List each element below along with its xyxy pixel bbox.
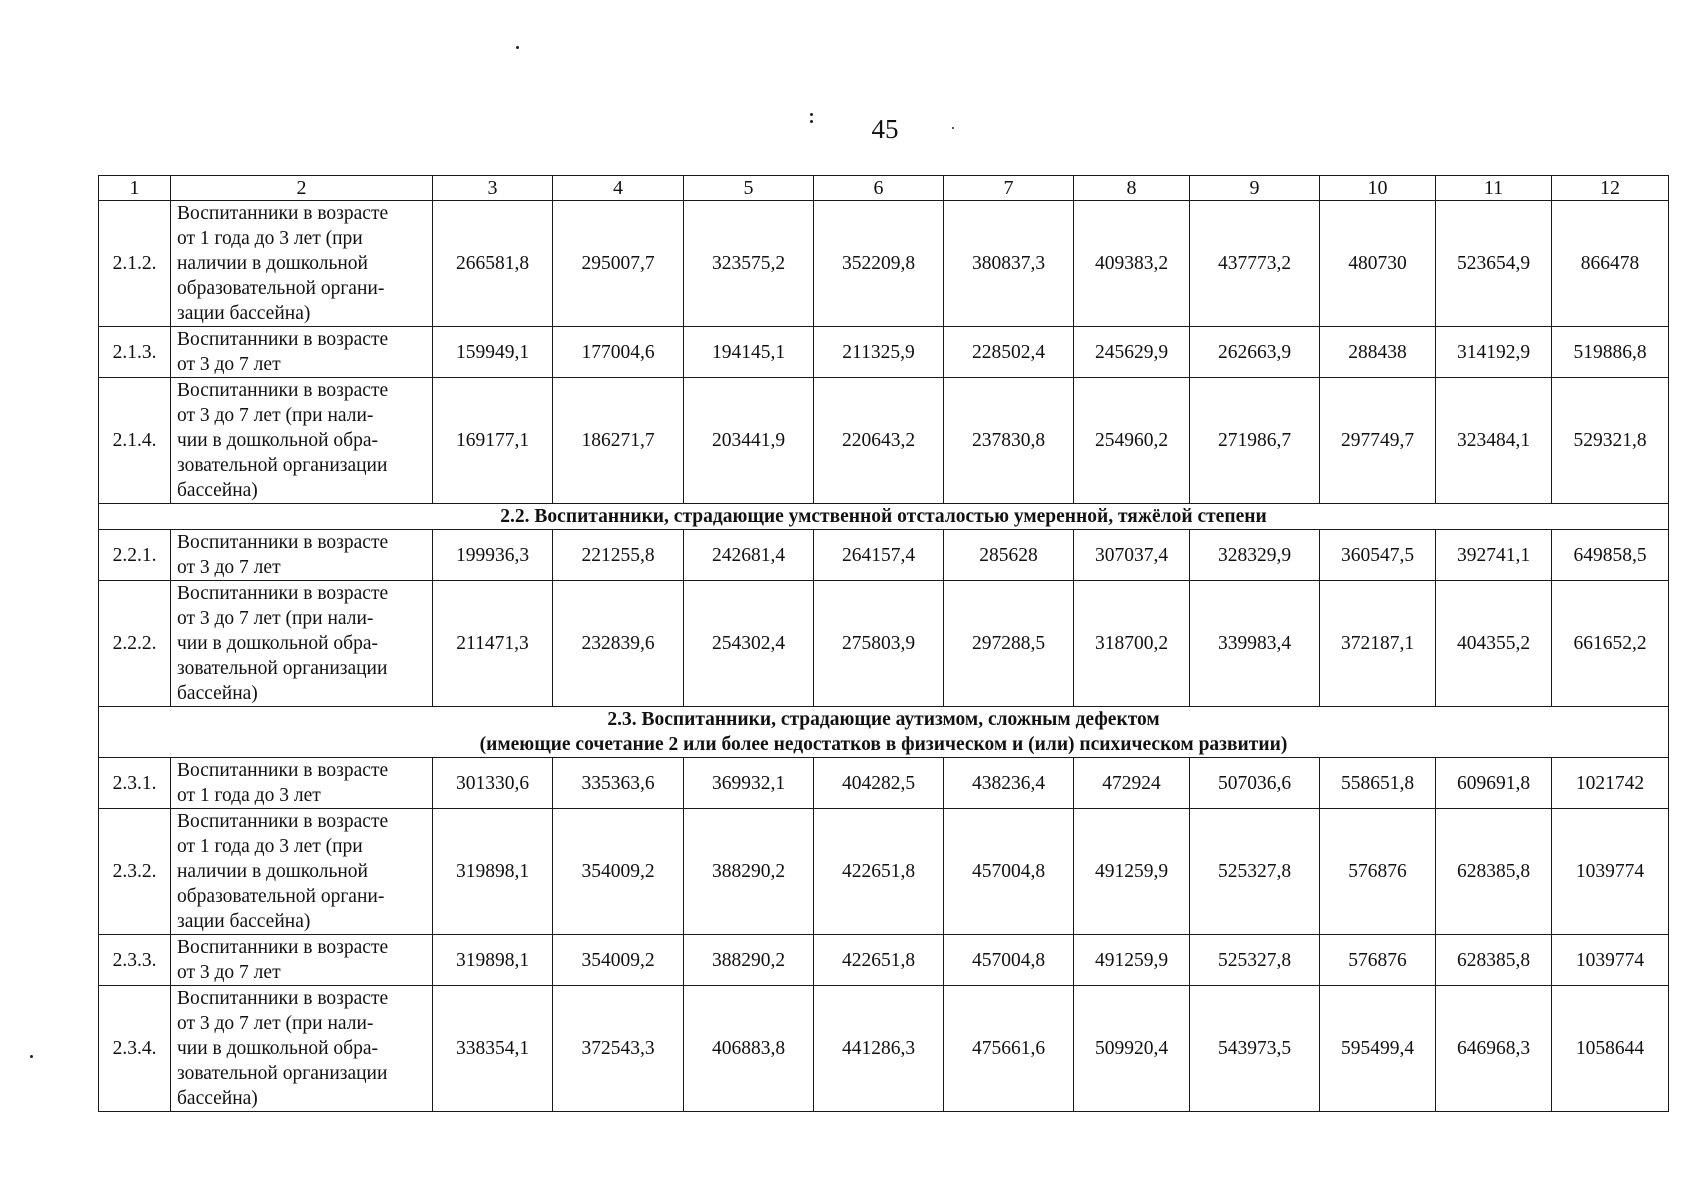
section-header-row: [99, 504, 1669, 530]
value-cell: 369932,1: [684, 758, 814, 809]
row-code: 2.2.2.: [99, 581, 171, 707]
column-number-cell: 9: [1190, 176, 1320, 201]
column-number-cell: 7: [944, 176, 1074, 201]
value-cell: 354009,2: [553, 935, 684, 986]
value-cell: 441286,3: [814, 986, 944, 1112]
value-cell: 507036,6: [1190, 758, 1320, 809]
section-header-row: [99, 707, 1669, 758]
value-cell: 406883,8: [684, 986, 814, 1112]
row-label-line: зовательной организации: [177, 658, 388, 679]
value-cell: 237830,8: [944, 378, 1074, 504]
value-cell: 576876: [1320, 809, 1436, 935]
value-cell: 404355,2: [1436, 581, 1552, 707]
value-cell: 543973,5: [1190, 986, 1320, 1112]
value-cell: 422651,8: [814, 935, 944, 986]
row-label-line: образовательной органи-: [177, 278, 385, 299]
value-cell: 360547,5: [1320, 530, 1436, 581]
value-cell: 335363,6: [553, 758, 684, 809]
row-code: 2.3.1.: [99, 758, 171, 809]
column-number-cell: 12: [1552, 176, 1669, 201]
row-label-line: чии в дошкольной обра-: [177, 430, 378, 451]
table-row: [99, 378, 1669, 504]
page-number: 45: [871, 114, 899, 144]
value-cell: 288438: [1320, 327, 1436, 378]
row-label-line: зовательной организации: [177, 455, 388, 476]
row-label-line: от 3 до 7 лет (при нали-: [177, 608, 374, 629]
value-cell: 437773,2: [1190, 201, 1320, 327]
row-label-line: образовательной органи-: [177, 886, 385, 907]
column-number-cell: 10: [1320, 176, 1436, 201]
value-cell: 262663,9: [1190, 327, 1320, 378]
value-cell: 169177,1: [433, 378, 553, 504]
value-cell: 422651,8: [814, 809, 944, 935]
value-cell: 388290,2: [684, 809, 814, 935]
section-title-line: (имеющие сочетание 2 или более недостатков в физическом и (или) психическом развитии): [479, 734, 1288, 755]
value-cell: 646968,3: [1436, 986, 1552, 1112]
value-cell: 1058644: [1552, 986, 1669, 1112]
value-cell: 558651,8: [1320, 758, 1436, 809]
value-cell: 438236,4: [944, 758, 1074, 809]
value-cell: 328329,9: [1190, 530, 1320, 581]
scan-speck: [516, 46, 519, 49]
row-code: 2.2.1.: [99, 530, 171, 581]
value-cell: 609691,8: [1436, 758, 1552, 809]
row-label-line: от 3 до 7 лет: [177, 962, 281, 983]
value-cell: 211471,3: [433, 581, 553, 707]
value-cell: 480730: [1320, 201, 1436, 327]
value-cell: 319898,1: [433, 935, 553, 986]
row-label: [171, 378, 433, 504]
row-label-line: от 3 до 7 лет: [177, 354, 281, 375]
value-cell: 519886,8: [1552, 327, 1669, 378]
value-cell: 392741,1: [1436, 530, 1552, 581]
table-row: [99, 327, 1669, 378]
row-label-line: Воспитанники в возрасте: [177, 329, 389, 350]
value-cell: 457004,8: [944, 809, 1074, 935]
value-cell: 186271,7: [553, 378, 684, 504]
column-number-row: [99, 176, 1669, 201]
row-label-line: Воспитанники в возрасте: [177, 203, 389, 224]
value-cell: 388290,2: [684, 935, 814, 986]
value-cell: 264157,4: [814, 530, 944, 581]
section-title: [99, 707, 1669, 758]
value-cell: 245629,9: [1074, 327, 1190, 378]
value-cell: 354009,2: [553, 809, 684, 935]
row-label-line: Воспитанники в возрасте: [177, 380, 389, 401]
row-label: [171, 758, 433, 809]
row-label-line: наличии в дошкольной: [177, 253, 368, 274]
row-code: 2.1.4.: [99, 378, 171, 504]
value-cell: 318700,2: [1074, 581, 1190, 707]
row-code: 2.1.2.: [99, 201, 171, 327]
value-cell: 529321,8: [1552, 378, 1669, 504]
table-body: [99, 176, 1669, 1112]
value-cell: 254302,4: [684, 581, 814, 707]
row-label: [171, 581, 433, 707]
value-cell: 661652,2: [1552, 581, 1669, 707]
value-cell: 372187,1: [1320, 581, 1436, 707]
value-cell: 159949,1: [433, 327, 553, 378]
value-cell: 338354,1: [433, 986, 553, 1112]
row-label-line: зации бассейна): [177, 303, 311, 324]
row-label-line: Воспитанники в возрасте: [177, 583, 389, 604]
value-cell: 232839,6: [553, 581, 684, 707]
value-cell: 509920,4: [1074, 986, 1190, 1112]
value-cell: 314192,9: [1436, 327, 1552, 378]
value-cell: 297288,5: [944, 581, 1074, 707]
section-title: [99, 504, 1669, 530]
value-cell: 491259,9: [1074, 935, 1190, 986]
value-cell: 1039774: [1552, 935, 1669, 986]
value-cell: 380837,3: [944, 201, 1074, 327]
value-cell: 372543,3: [553, 986, 684, 1112]
column-number-cell: 11: [1436, 176, 1552, 201]
row-label-line: бассейна): [177, 683, 258, 704]
value-cell: 523654,9: [1436, 201, 1552, 327]
table-row: [99, 935, 1669, 986]
row-label: [171, 986, 433, 1112]
row-label-line: чии в дошкольной обра-: [177, 1038, 378, 1059]
row-label: [171, 530, 433, 581]
row-label-line: Воспитанники в возрасте: [177, 937, 389, 958]
row-label-line: Воспитанники в возрасте: [177, 760, 389, 781]
row-label-line: наличии в дошкольной: [177, 861, 368, 882]
scan-speck: [30, 1055, 33, 1058]
section-title-line: 2.3. Воспитанники, страдающие аутизмом, сложным дефектом: [607, 709, 1160, 730]
row-label: [171, 809, 433, 935]
value-cell: 409383,2: [1074, 201, 1190, 327]
table-row: [99, 986, 1669, 1112]
value-cell: 211325,9: [814, 327, 944, 378]
row-code: 2.3.4.: [99, 986, 171, 1112]
value-cell: 220643,2: [814, 378, 944, 504]
value-cell: 301330,6: [433, 758, 553, 809]
value-cell: 242681,4: [684, 530, 814, 581]
row-label-line: чии в дошкольной обра-: [177, 633, 378, 654]
value-cell: 475661,6: [944, 986, 1074, 1112]
value-cell: 266581,8: [433, 201, 553, 327]
value-cell: 295007,7: [553, 201, 684, 327]
column-number-cell: 2: [171, 176, 433, 201]
row-label: [171, 201, 433, 327]
value-cell: 254960,2: [1074, 378, 1190, 504]
row-label-line: от 1 года до 3 лет (при: [177, 836, 363, 857]
table-row: [99, 530, 1669, 581]
value-cell: 194145,1: [684, 327, 814, 378]
row-code: 2.1.3.: [99, 327, 171, 378]
value-cell: 628385,8: [1436, 809, 1552, 935]
value-cell: 576876: [1320, 935, 1436, 986]
value-cell: 1039774: [1552, 809, 1669, 935]
value-cell: 525327,8: [1190, 809, 1320, 935]
table-row: [99, 758, 1669, 809]
column-number-cell: 5: [684, 176, 814, 201]
row-label-line: от 3 до 7 лет (при нали-: [177, 405, 374, 426]
value-cell: 275803,9: [814, 581, 944, 707]
tariff-table: [98, 175, 1669, 1112]
column-number-cell: 8: [1074, 176, 1190, 201]
value-cell: 457004,8: [944, 935, 1074, 986]
value-cell: 1021742: [1552, 758, 1669, 809]
row-label-line: от 1 года до 3 лет (при: [177, 228, 363, 249]
table-row: [99, 581, 1669, 707]
row-label: [171, 935, 433, 986]
table-row: [99, 809, 1669, 935]
column-number-cell: 6: [814, 176, 944, 201]
value-cell: 323484,1: [1436, 378, 1552, 504]
value-cell: 628385,8: [1436, 935, 1552, 986]
value-cell: 352209,8: [814, 201, 944, 327]
row-label-line: Воспитанники в возрасте: [177, 811, 389, 832]
column-number-cell: 1: [99, 176, 171, 201]
row-label-line: от 3 до 7 лет (при нали-: [177, 1013, 374, 1034]
value-cell: 472924: [1074, 758, 1190, 809]
row-label-line: Воспитанники в возрасте: [177, 988, 389, 1009]
value-cell: 271986,7: [1190, 378, 1320, 504]
value-cell: 866478: [1552, 201, 1669, 327]
value-cell: 307037,4: [1074, 530, 1190, 581]
value-cell: 525327,8: [1190, 935, 1320, 986]
row-label-line: Воспитанники в возрасте: [177, 532, 389, 553]
value-cell: 323575,2: [684, 201, 814, 327]
row-code: 2.3.3.: [99, 935, 171, 986]
value-cell: 177004,6: [553, 327, 684, 378]
table-row: [99, 201, 1669, 327]
column-number-cell: 4: [553, 176, 684, 201]
value-cell: 228502,4: [944, 327, 1074, 378]
row-label-line: зации бассейна): [177, 911, 311, 932]
row-label-line: от 1 года до 3 лет: [177, 785, 321, 806]
value-cell: 297749,7: [1320, 378, 1436, 504]
row-label-line: бассейна): [177, 480, 258, 501]
row-label-line: от 3 до 7 лет: [177, 557, 281, 578]
value-cell: 649858,5: [1552, 530, 1669, 581]
row-label-line: зовательной организации: [177, 1063, 388, 1084]
value-cell: 319898,1: [433, 809, 553, 935]
value-cell: 199936,3: [433, 530, 553, 581]
row-label: [171, 327, 433, 378]
value-cell: 491259,9: [1074, 809, 1190, 935]
value-cell: 221255,8: [553, 530, 684, 581]
column-number-cell: 3: [433, 176, 553, 201]
row-code: 2.3.2.: [99, 809, 171, 935]
section-title-line: 2.2. Воспитанники, страдающие умственной отсталостью умеренной, тяжёлой степени: [500, 506, 1267, 527]
value-cell: 203441,9: [684, 378, 814, 504]
value-cell: 595499,4: [1320, 986, 1436, 1112]
value-cell: 404282,5: [814, 758, 944, 809]
value-cell: 285628: [944, 530, 1074, 581]
row-label-line: бассейна): [177, 1088, 258, 1109]
value-cell: 339983,4: [1190, 581, 1320, 707]
